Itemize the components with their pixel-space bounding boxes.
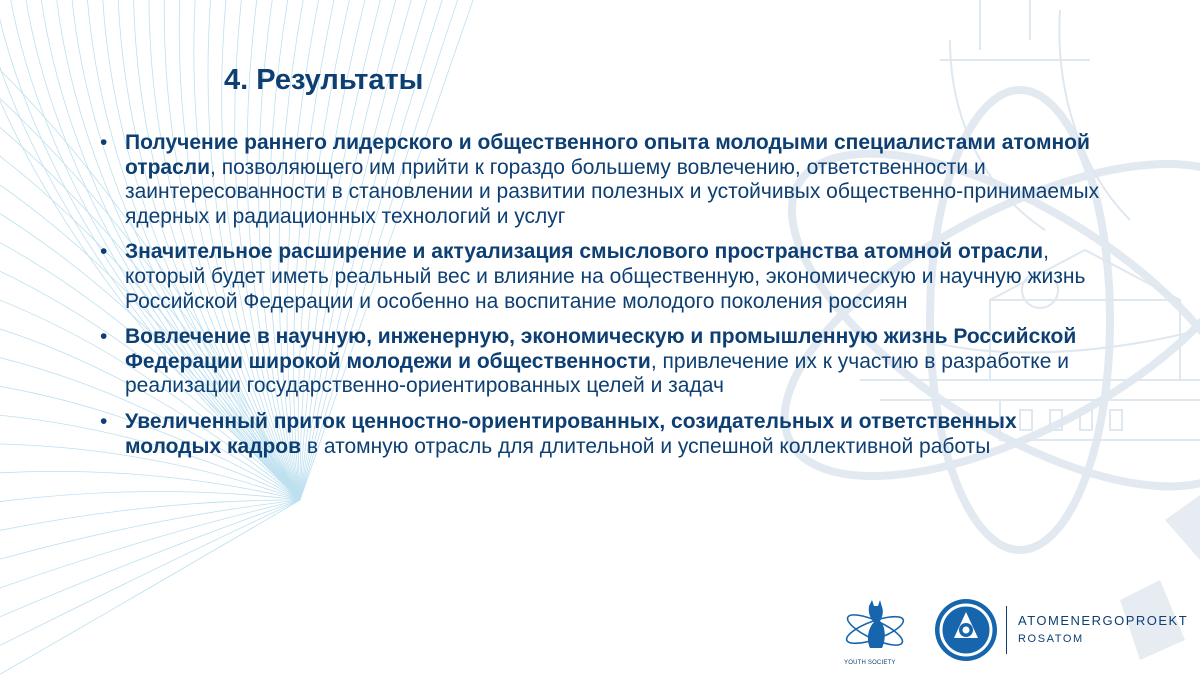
bullet-bold-text: Получение раннего лидерского и общественного опыта молодыми специалистами атомной отрасли [125, 131, 1090, 179]
list-item [100, 240, 1100, 314]
company-subtitle: ROSATOM [1018, 633, 1084, 645]
list-item [100, 325, 1100, 399]
logo-bar [838, 592, 1200, 675]
bullet-bold-text: Увеличенный приток ценностно-ориентированных, созидательных и ответственных молодых кадров [125, 409, 1017, 458]
rosatom-logo-icon [934, 598, 998, 662]
list-item [100, 131, 1100, 229]
youth-society-label: YOUTH SOCIETY [844, 660, 896, 666]
bullet-text: в атомную отрасль для длительной и успешной коллективной работы [301, 434, 991, 458]
slide-title: 4. Результаты [224, 64, 424, 96]
company-name: ATOMENERGOPROEKT [1018, 613, 1189, 628]
list-item [100, 410, 1100, 459]
bullet-text: , который будет иметь реальный вес и влияние на общественную, экономическую и научную жизнь Российской Федерации и особенно на воспитание молодого поколения россиян [125, 240, 1086, 313]
bullet-text: , привлечение их к участию в разработке и реализации государственно-ориентированных целей и задач [125, 349, 1069, 398]
bullet-bold-text: Значительное расширение и актуализация смыслового пространства атомной отрасли [125, 240, 1044, 264]
logo-divider [1006, 606, 1007, 654]
results-list [100, 131, 1100, 470]
bullet-bold-text: Вовлечение в научную, инженерную, экономическую и промышленную жизнь Российской Федерации широкой молодежи и общественности [125, 325, 1077, 373]
bullet-text: , позволяющего им прийти к гораздо большему вовлечению, ответственности и заинтересованности в становлении и развитии полезных и устойчивых общественно-принимаемых ядерных и радиационных технологий и услуг [125, 155, 1100, 228]
youth-society-logo-icon [842, 594, 908, 660]
